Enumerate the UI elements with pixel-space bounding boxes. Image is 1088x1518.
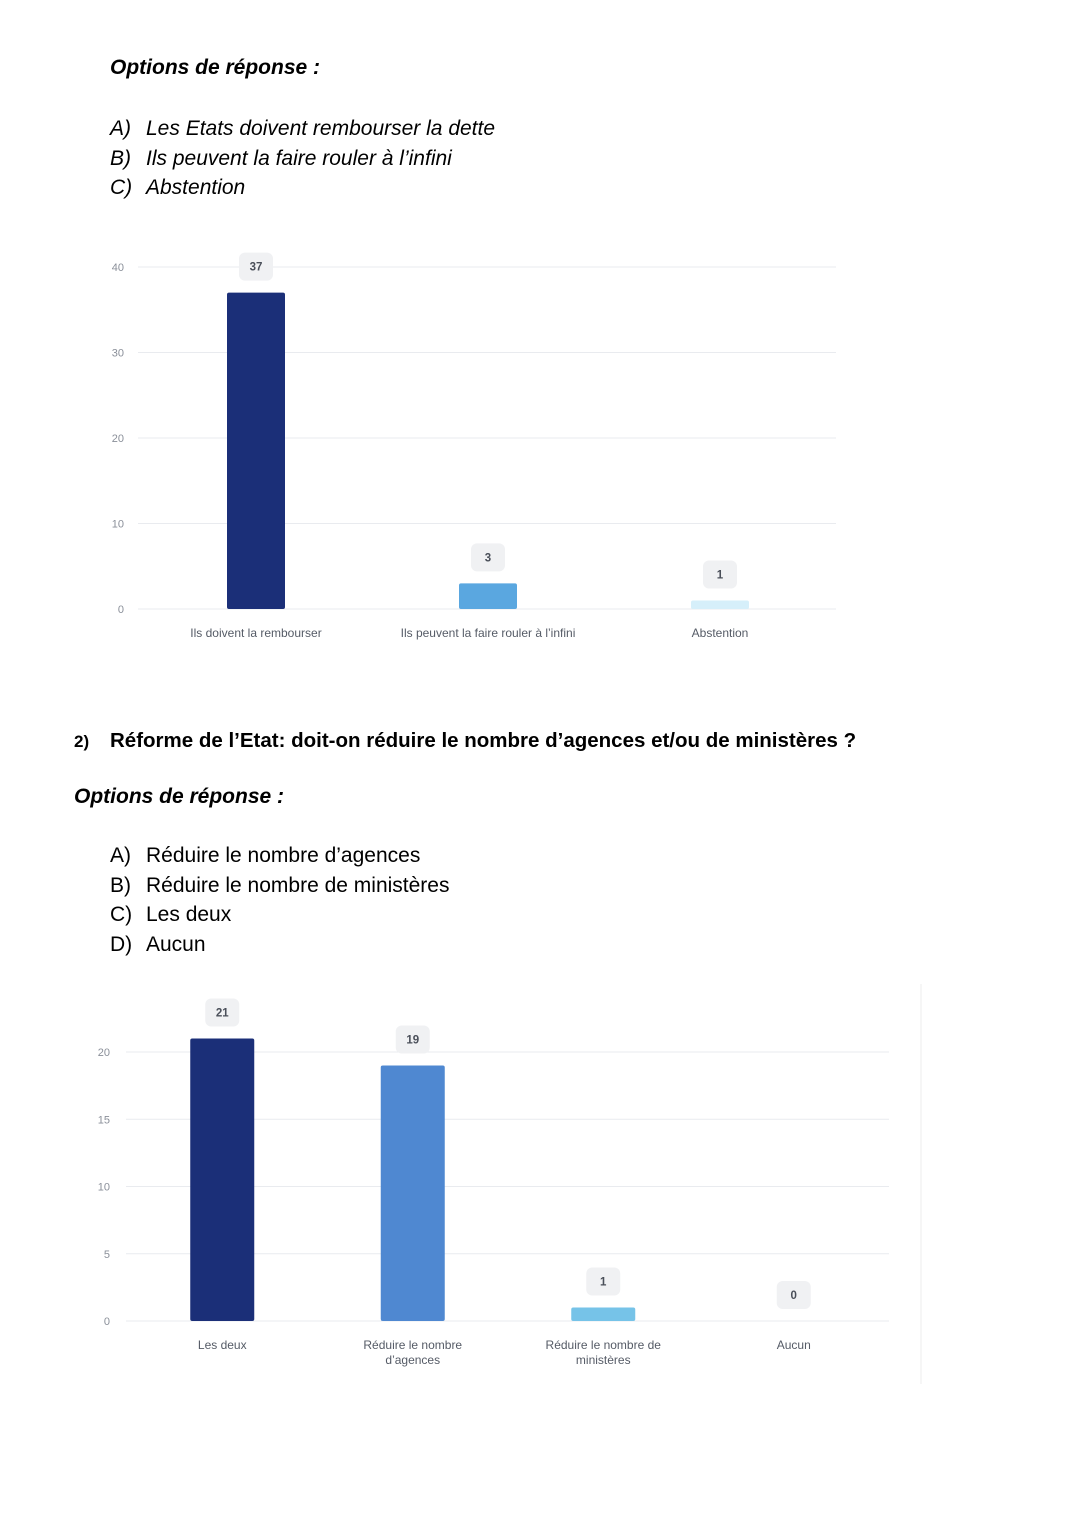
- question-number: 2): [74, 732, 90, 751]
- category-label: Réduire le nombre de ministères: [545, 1338, 661, 1367]
- value-label: 0: [790, 1290, 797, 1302]
- category-label: Ils doivent la rembourser: [190, 626, 322, 640]
- value-label: 1: [716, 569, 724, 582]
- bar-chart-reforme: [0, 980, 930, 1390]
- value-label: 1: [600, 1276, 607, 1289]
- options-heading: Options de réponse :: [110, 56, 321, 79]
- category-label: Abstention: [691, 626, 749, 640]
- bar: [571, 1308, 635, 1321]
- y-tick-label: 5: [103, 1248, 110, 1261]
- options-block-1: [110, 56, 320, 80]
- y-tick-label: 20: [97, 1047, 110, 1059]
- options-heading: Options de réponse :: [74, 785, 285, 808]
- value-label: 3: [484, 552, 492, 565]
- options-block-2: [74, 785, 284, 809]
- option-a: A) Les Etats doivent rembourser la dette: [110, 117, 496, 140]
- bar: [190, 1039, 254, 1321]
- y-tick-label: 10: [97, 1181, 110, 1194]
- option-a: A) Réduire le nombre d’agences: [110, 844, 421, 867]
- y-tick-label: 20: [111, 433, 124, 445]
- option-d: D) Aucun: [110, 932, 206, 956]
- option-b: B) Réduire le nombre de ministères: [110, 873, 450, 897]
- option-c: C) Les deux: [110, 903, 232, 926]
- category-label: Ils peuvent la faire rouler à l’infini: [400, 626, 576, 640]
- y-tick-label: 0: [117, 604, 124, 616]
- bar: [459, 583, 517, 609]
- value-label: 37: [249, 261, 263, 274]
- category-label: Réduire le nombre d’agences: [363, 1338, 463, 1367]
- y-tick-label: 10: [111, 518, 124, 531]
- options-list-1: [110, 114, 495, 203]
- category-label: Aucun: [776, 1338, 811, 1352]
- y-tick-label: 40: [111, 262, 124, 274]
- bar: [381, 1065, 445, 1321]
- y-tick-label: 15: [97, 1114, 110, 1127]
- y-tick-label: 30: [111, 347, 124, 360]
- value-label: 19: [406, 1034, 420, 1047]
- question-text: Réforme de l’Etat: doit-on réduire le nombre d’agences et/ou de ministères ?: [110, 729, 857, 752]
- bar: [691, 600, 749, 609]
- option-b: B) Ils peuvent la faire rouler à l’infini: [110, 146, 452, 170]
- bar-chart-dette: [0, 240, 880, 660]
- option-c: C) Abstention: [110, 176, 246, 199]
- y-tick-label: 0: [103, 1316, 110, 1328]
- category-label: Les deux: [197, 1338, 247, 1352]
- options-list-2: [110, 841, 449, 959]
- question-2: [74, 729, 856, 753]
- bar: [227, 293, 285, 609]
- value-label: 21: [215, 1007, 229, 1020]
